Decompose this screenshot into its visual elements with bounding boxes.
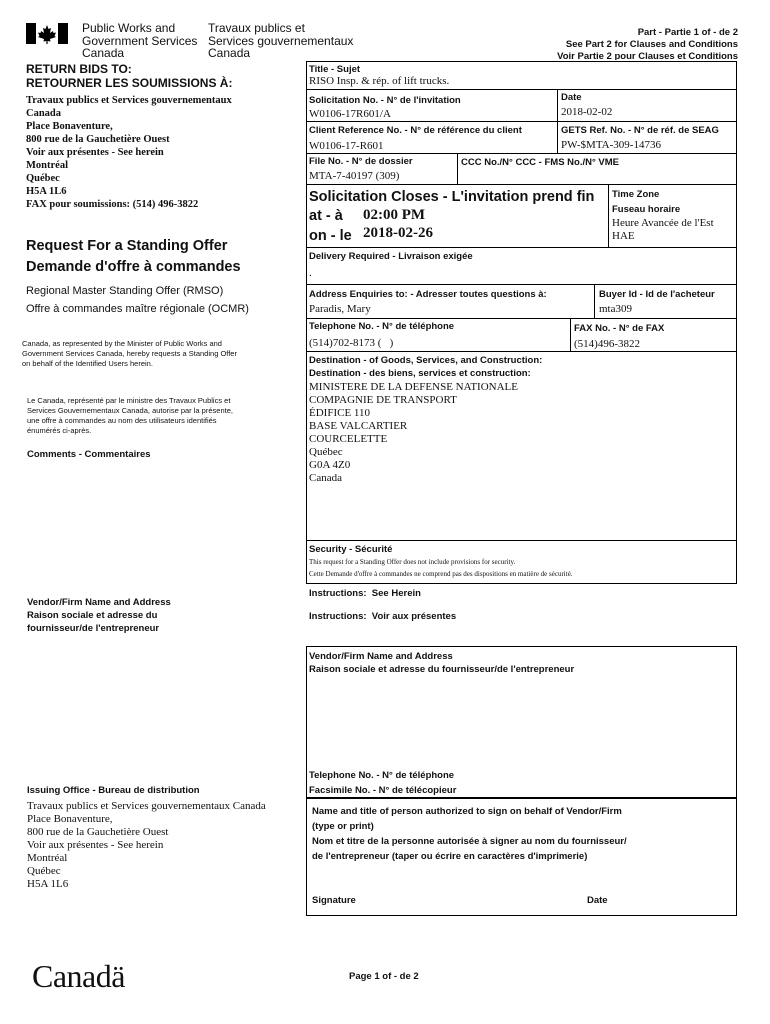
- request-title: Request For a Standing Offer Demande d'offre à commandes: [26, 238, 241, 275]
- vendor-box-label: Vendor/Firm Name and Address Raison sociale et adresse du fournisseur/de l'entrepreneur: [309, 651, 575, 675]
- divider: [306, 284, 737, 285]
- dept-name-en: Public Works and Government Services Canada: [82, 21, 198, 60]
- divider: [306, 153, 737, 154]
- title-label: Title - Sujet: [309, 64, 361, 75]
- file-value: MTA-7-40197 (309): [309, 170, 400, 182]
- canada-wordmark: Canadä: [32, 958, 125, 994]
- closes-date: 2018-02-26: [363, 225, 433, 241]
- solicitation-label: Solicitation No. - N° de l'invitation: [309, 95, 461, 106]
- divider: [570, 318, 571, 351]
- standing-offer-type: Regional Master Standing Offer (RMSO) Offre à commandes maître régionale (OCMR): [26, 285, 249, 315]
- enquiries-value: Paradis, Mary: [309, 303, 371, 315]
- authorized-signer-label: Name and title of person authorized to sign on behalf of Vendor/Firm (type or print) Nom et titre de la personne autorisée à signer au nom du fournisseur/ de l'entrepreneur (taper ou écrire en caractères d'imprimerie): [312, 806, 627, 862]
- divider: [306, 247, 737, 248]
- gets-value: PW-$MTA-309-14736: [561, 139, 661, 151]
- destination-label: Destination - of Goods, Services, and Construction: Destination - des biens, services et construction:: [309, 355, 543, 379]
- gets-label: GETS Ref. No. - N° de réf. de SEAG: [561, 125, 719, 136]
- divider: [306, 318, 737, 319]
- destination-address: MINISTERE DE LA DEFENSE NATIONALE COMPAGNIE DE TRANSPORT ÉDIFICE 110 BASE VALCARTIER COURCELETTE Québec G0A 4Z0 Canada: [309, 381, 518, 484]
- part-info: Part - Partie 1 of - de 2 See Part 2 for Clauses and Conditions Voir Partie 2 pour Clauses et Conditions: [557, 27, 738, 60]
- telephone-value: (514)702-8173 ( ): [309, 337, 394, 349]
- buyer-label: Buyer Id - Id de l'acheteur: [599, 289, 715, 300]
- ccc-label: CCC No./N° CCC - FMS No./N° VME: [461, 157, 620, 168]
- vendor-telephone-label: Telephone No. - N° de téléphone: [309, 770, 455, 781]
- solicitation-value: W0106-17R601/A: [309, 108, 391, 120]
- client-ref-label: Client Reference No. - N° de référence du client: [309, 125, 522, 136]
- dept-name-fr: Travaux publics et Services gouvernementaux Canada: [208, 21, 354, 60]
- telephone-label: Telephone No. - N° de téléphone: [309, 321, 455, 332]
- delivery-label: Delivery Required - Livraison exigée: [309, 251, 473, 262]
- security-text-fr: Cette Demande d'offre à commandes ne comprend pas des dispositions en matière de sécurité.: [309, 570, 573, 578]
- divider: [608, 184, 609, 247]
- instructions-fr: Instructions: Voir aux présentes: [309, 611, 457, 622]
- title-value: RISO Insp. & rép. of lift trucks.: [309, 75, 450, 87]
- delivery-value: .: [309, 267, 312, 279]
- divider: [306, 121, 737, 122]
- divider: [457, 153, 458, 184]
- vendor-fax-label: Facsimile No. - N° de télécopieur: [309, 785, 457, 796]
- comments-label: Comments - Commentaires: [27, 449, 151, 460]
- divider: [306, 89, 737, 90]
- divider: [306, 184, 737, 185]
- issuing-office-label: Issuing Office - Bureau de distribution: [27, 785, 200, 796]
- divider: [594, 284, 595, 318]
- date-label: Date: [561, 92, 582, 103]
- closes-at-label: at - à: [309, 208, 343, 224]
- closes-label: Solicitation Closes - L'invitation prend fin: [309, 189, 595, 205]
- issuing-office-address: Travaux publics et Services gouvernementaux Canada Place Bonaventure, 800 rue de la Gauchetière Ouest Voir aux présentes - See herein Montréal Québec H5A 1L6: [27, 800, 266, 890]
- client-ref-value: W0106-17-R601: [309, 140, 384, 152]
- file-label: File No. - N° de dossier: [309, 156, 413, 167]
- closes-on-label: on - le: [309, 228, 352, 244]
- return-bids-title: RETURN BIDS TO: RETOURNER LES SOUMISSIONS À:: [26, 62, 233, 90]
- date-value: 2018-02-02: [561, 106, 613, 118]
- security-text-en: This request for a Standing Offer does not include provisions for security.: [309, 558, 516, 566]
- request-paragraph-fr: Le Canada, représenté par le ministre des Travaux Publics et Services Gouvernementaux Canada, autorise par la présente, une offre à commandes au nom des utilisateurs identifiés énumérés ci-après.: [27, 396, 233, 435]
- buyer-value: mta309: [599, 303, 632, 315]
- canada-flag-logo: [26, 23, 68, 44]
- timezone-block: Time Zone Fuseau horaire Heure Avancée de l'Est HAE: [612, 189, 714, 242]
- vendor-left-label: Vendor/Firm Name and Address Raison sociale et adresse du fournisseur/de l'entrepreneur: [27, 597, 171, 634]
- instructions-en: Instructions: See Herein: [309, 588, 421, 599]
- page-number: Page 1 of - de 2: [349, 971, 419, 982]
- security-label: Security - Sécurité: [309, 544, 393, 555]
- return-bids-address: Travaux publics et Services gouvernementaux Canada Place Bonaventure, 800 rue de la Gauchetière Ouest Voir aux présentes - See herein Montréal Québec H5A 1L6 FAX pour soumissions: (514) 496-3822: [26, 95, 232, 210]
- request-paragraph-en: Canada, as represented by the Minister of Public Works and Government Services Canada, hereby requests a Standing Offer on behalf of the Identified Users herein.: [22, 339, 237, 368]
- enquiries-label: Address Enquiries to: - Adresser toutes questions à:: [309, 289, 547, 300]
- fax-value: (514)496-3822: [574, 338, 640, 350]
- divider: [306, 540, 737, 541]
- signature-label: Signature: [312, 895, 356, 906]
- fax-label: FAX No. - N° de FAX: [574, 323, 665, 334]
- divider: [557, 89, 558, 153]
- divider: [306, 351, 737, 352]
- signature-date-label: Date: [587, 895, 608, 906]
- closes-time: 02:00 PM: [363, 207, 426, 223]
